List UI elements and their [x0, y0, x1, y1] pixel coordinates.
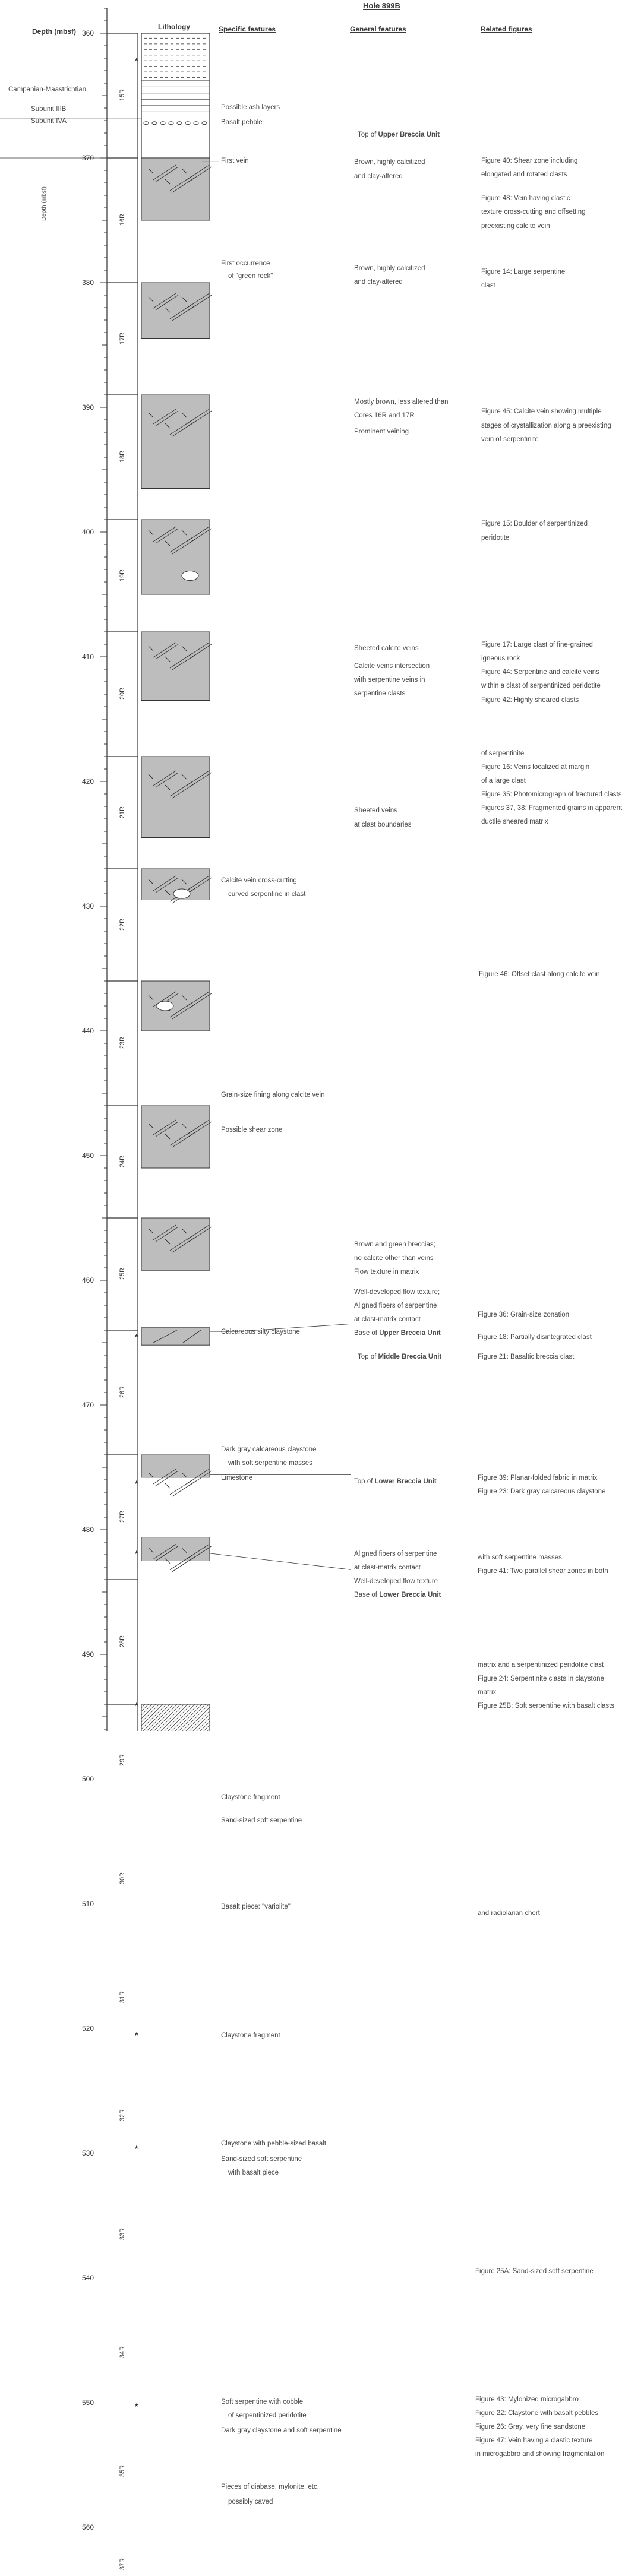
general-feature-text-prefix: Base of	[354, 1330, 380, 1337]
core-label: 25R	[119, 1267, 126, 1280]
general-feature-text-prefix: Aligned fibers of serpentine	[354, 1302, 437, 1310]
general-feature-text-prefix: no calcite other than veins	[354, 1255, 434, 1262]
related-figure-text: Figure 42: Highly sheared clasts	[481, 696, 579, 704]
related-figure-text: Figure 25A: Sand-sized soft serpentine	[475, 2267, 594, 2275]
subunit-iva-label: Subunit IVA	[31, 118, 67, 125]
general-feature-text-prefix: Prominent veining	[354, 428, 409, 435]
related-figure-text: Figure 16: Veins localized at margin	[481, 763, 590, 771]
general-feature-text-prefix: with serpentine veins in	[354, 676, 425, 683]
related-figure-text: and radiolarian chert	[478, 1909, 540, 1917]
depth-tick-label: 560	[81, 2523, 94, 2531]
related-figure-text: ductile sheared matrix	[481, 818, 548, 826]
general-feature-text-prefix: Base of	[354, 1591, 380, 1599]
general-feature-text-prefix: Aligned fibers of serpentine	[354, 1550, 437, 1558]
general-feature-text-prefix: Sheeted veins	[354, 807, 397, 815]
core-label: 31R	[119, 1990, 126, 2003]
related-figure-text: Figure 14: Large serpentine	[481, 268, 566, 276]
depth-tick-label: 530	[81, 2149, 94, 2157]
specific-feature-text: Claystone fragment	[221, 2031, 280, 2039]
general-feature-text-prefix: at clast-matrix contact	[354, 1316, 421, 1324]
general-feature-text-prefix: Cores 16R and 17R	[354, 412, 415, 419]
general-feature-text-prefix: Top of	[354, 1478, 375, 1486]
related-figure-text: Figure 48: Vein having clastic	[481, 195, 570, 202]
depth-tick-label: 470	[81, 1401, 94, 1409]
clast-dash	[165, 1483, 170, 1488]
related-figure-text: of serpentinite	[481, 749, 525, 757]
breccia-interval	[141, 520, 210, 594]
sample-asterisk: *	[135, 1331, 138, 1341]
related-figure-text: Figure 22: Claystone with basalt pebbles	[475, 2409, 599, 2417]
depth-header: Depth (mbsf)	[32, 27, 76, 36]
related-figure-text: Figure 23: Dark gray calcareous claystone	[478, 1488, 606, 1495]
depth-tick-label: 450	[81, 1151, 94, 1160]
general-feature-text-prefix: Sheeted calcite veins	[354, 645, 419, 653]
specific-feature-text: Possible shear zone	[221, 1126, 283, 1134]
specific-feature-text: with soft serpentine masses	[228, 1459, 312, 1467]
breccia-interval	[141, 395, 210, 489]
related-figure-text: within a clast of serpentinized peridotite	[481, 682, 601, 690]
sample-asterisk: *	[135, 2401, 138, 2412]
core-label: 21R	[119, 806, 126, 818]
depth-tick-label: 480	[81, 1526, 94, 1534]
sample-asterisk: *	[135, 1548, 138, 1558]
core-label: 34R	[119, 2346, 126, 2359]
breccia-interval	[141, 981, 210, 1031]
related-figure-text: in microgabbro and showing fragmentation	[475, 2451, 605, 2458]
related-figure-text: Figure 43: Mylonized microgabbro	[475, 2395, 579, 2403]
depth-tick-label: 400	[81, 528, 94, 536]
campanian-label: Campanian-Maastrichtian	[8, 86, 87, 93]
related-figure-text: Figure 39: Planar-folded fabric in matrix	[478, 1474, 598, 1482]
core-label: 15R	[119, 88, 126, 102]
depth-tick-label: 410	[81, 653, 94, 661]
specific-feature-text: Dark gray claystone and soft serpentine	[221, 2427, 342, 2435]
breccia-interval	[141, 1106, 210, 1168]
specific-feature-text: Calcite vein cross-cutting	[221, 877, 297, 884]
general-feature-text-prefix: Calcite veins intersection	[354, 662, 430, 670]
related-figure-text: with soft serpentine masses	[478, 1554, 562, 1562]
core-label: 20R	[119, 687, 126, 700]
general-feature-text-prefix: Flow texture in matrix	[354, 1268, 419, 1276]
depth-tick-label: 380	[81, 279, 94, 287]
clast	[182, 571, 198, 581]
related-figure-text: Figure 25B: Soft serpentine with basalt clasts	[478, 1702, 615, 1710]
specific-feature-text: of serpentinized peridotite	[228, 2412, 307, 2420]
general-feature-text-prefix: Top of	[358, 1353, 378, 1361]
related-figure-text: Figure 15: Boulder of serpentinized	[481, 520, 588, 528]
breccia-interval	[141, 632, 210, 701]
general-feature-text-prefix: Brown, highly calcitized	[354, 264, 425, 272]
specific-feature-text: Basalt piece: "variolite"	[221, 1903, 291, 1911]
breccia-interval	[141, 1455, 210, 1477]
related-figure-text: Figure 17: Large clast of fine-grained	[481, 641, 593, 649]
core-label: 28R	[119, 1635, 126, 1648]
specific-feature-text: Sand-sized soft serpentine	[221, 2155, 302, 2163]
general-feature-text-prefix: Well-developed flow texture	[354, 1578, 438, 1586]
general-feature-text-unit-name: Upper Breccia Unit	[379, 1330, 441, 1337]
related-figure-text: Figure 41: Two parallel shear zones in both	[478, 1568, 608, 1575]
core-label: 27R	[119, 1510, 126, 1523]
specific-feature-text: Claystone with pebble-sized basalt	[221, 2140, 327, 2148]
core-label: 17R	[119, 332, 126, 344]
depth-tick-label: 420	[81, 777, 94, 786]
related-figure-text: matrix	[478, 1689, 497, 1697]
related-figure-text: Figure 26: Gray, very fine sandstone	[475, 2423, 586, 2431]
general-feature-text-prefix: Top of	[358, 131, 378, 139]
related-figure-text: texture cross-cutting and offsetting	[481, 208, 586, 216]
specific-feature-text: with basalt piece	[228, 2169, 279, 2176]
related-figure-text: Figure 44: Serpentine and calcite veins	[481, 669, 599, 676]
breccia-interval	[141, 757, 210, 838]
related-figure-text: igneous rock	[481, 655, 520, 663]
related-figures-header: Related figures	[481, 25, 532, 33]
core-label: 32R	[119, 2109, 126, 2122]
clast	[173, 889, 190, 898]
specific-feature-text: Pieces of diabase, mylonite, etc.,	[221, 2483, 321, 2490]
general-feature-text-prefix: and clay-altered	[354, 172, 403, 180]
related-figure-text: stages of crystallization along a preexisting	[481, 422, 611, 429]
general-feature-text-prefix: Mostly brown, less altered than	[354, 398, 449, 406]
specific-feature-text: Dark gray calcareous claystone	[221, 1445, 317, 1453]
core-label: 24R	[119, 1155, 126, 1167]
clast	[157, 1001, 173, 1011]
specific-feature-text: Calcareous silty claystone	[221, 1328, 300, 1336]
related-figure-text: Figure 21: Basaltic breccia clast	[478, 1353, 575, 1361]
related-figure-text: Figure 40: Shear zone including	[481, 157, 578, 165]
general-feature-text-unit-name: Lower Breccia Unit	[379, 1591, 441, 1599]
specific-features-header: Specific features	[219, 25, 276, 33]
core-label: 37R	[119, 2558, 126, 2571]
subunit-iiib-label: Subunit IIIB	[31, 106, 67, 113]
breccia-interval	[141, 1537, 210, 1561]
related-figure-text: Figure 47: Vein having a clastic texture	[475, 2437, 593, 2445]
lithology-header: Lithology	[158, 23, 190, 31]
core-label: 19R	[119, 569, 126, 581]
leader-line	[210, 1553, 351, 1569]
leader-line	[238, 1324, 351, 1332]
core-label: 33R	[119, 2227, 126, 2240]
related-figure-text: Figure 24: Serpentinite clasts in claystone	[478, 1675, 604, 1682]
related-figure-text: clast	[481, 282, 495, 290]
specific-feature-text: Limestone	[221, 1474, 253, 1482]
related-figure-text: preexisting calcite vein	[481, 222, 550, 230]
sample-asterisk: *	[135, 1479, 138, 1489]
breccia-interval	[141, 283, 210, 339]
sample-asterisk: *	[135, 56, 138, 66]
sample-asterisk: *	[135, 1701, 138, 1711]
depth-tick-label: 430	[81, 902, 94, 910]
general-feature-text-prefix: Well-developed flow texture;	[354, 1289, 440, 1296]
general-feature-text-unit-name: Middle Breccia Unit	[378, 1353, 442, 1361]
general-feature-text-prefix: Brown and green breccias;	[354, 1241, 435, 1249]
general-feature-text-prefix: at clast-matrix contact	[354, 1564, 421, 1572]
specific-feature-text: possibly caved	[228, 2498, 273, 2505]
specific-feature-text: of "green rock"	[228, 272, 273, 280]
depth-tick-label: 490	[81, 1650, 94, 1659]
sediment-box	[141, 33, 210, 158]
depth-axis-side-label: Depth (mbsf)	[41, 186, 48, 221]
related-figure-text: vein of serpentinite	[481, 435, 539, 443]
specific-feature-text: First vein	[221, 157, 249, 165]
core-label: 16R	[119, 213, 126, 226]
depth-tick-label: 500	[81, 1775, 94, 1783]
sample-asterisk: *	[135, 2143, 138, 2153]
core-label: 18R	[119, 450, 126, 463]
specific-feature-text: Soft serpentine with cobble	[221, 2398, 304, 2406]
depth-tick-label: 360	[81, 29, 94, 37]
depth-tick-label: 510	[81, 1900, 94, 1908]
general-feature-text-prefix: Brown, highly calcitized	[354, 159, 425, 166]
specific-feature-text: curved serpentine in clast	[228, 891, 306, 898]
core-label: 35R	[119, 2464, 126, 2477]
depth-tick-label: 390	[81, 403, 94, 412]
core-label: 22R	[119, 918, 126, 931]
related-figure-text: matrix and a serpentinized peridotite clast	[478, 1661, 604, 1669]
specific-feature-text: Claystone fragment	[221, 1793, 280, 1801]
related-figure-text: Figure 36: Grain-size zonation	[478, 1311, 570, 1318]
related-figure-text: Figure 45: Calcite vein showing multiple	[481, 408, 602, 416]
depth-tick-label: 440	[81, 1027, 94, 1035]
related-figure-text: Figure 46: Offset clast along calcite vein	[479, 970, 600, 978]
general-feature-text-unit-name: Upper Breccia Unit	[378, 131, 440, 139]
figure-title: Hole 899B	[363, 1, 400, 10]
depth-tick-label: 540	[81, 2274, 94, 2282]
core-label: 29R	[119, 1754, 126, 1766]
specific-feature-text: Sand-sized soft serpentine	[221, 1817, 302, 1825]
related-figure-text: of a large clast	[481, 777, 526, 784]
breccia-interval	[141, 158, 210, 220]
core-label: 30R	[119, 1872, 126, 1885]
specific-feature-text: Basalt pebble	[221, 119, 263, 126]
specific-feature-text: First occurrence	[221, 260, 270, 267]
breccia-interval	[141, 1218, 210, 1270]
core-label: 23R	[119, 1036, 126, 1049]
related-figure-text: peridotite	[481, 534, 510, 542]
depth-tick-label: 520	[81, 2024, 94, 2033]
general-feature-text-prefix: serpentine clasts	[354, 690, 406, 697]
general-feature-text-prefix: and clay-altered	[354, 279, 403, 286]
general-feature-text-unit-name: Lower Breccia Unit	[374, 1478, 437, 1486]
related-figure-text: elongated and rotated clasts	[481, 171, 567, 179]
depth-tick-label: 370	[81, 154, 94, 162]
specific-feature-text: Grain-size fining along calcite vein	[221, 1091, 325, 1099]
related-figure-text: Figures 37, 38: Fragmented grains in apparent	[481, 805, 623, 812]
specific-feature-text: Possible ash layers	[221, 104, 280, 111]
general-features-header: General features	[350, 25, 406, 33]
related-figure-text: Figure 18: Partially disintegrated clast	[478, 1333, 592, 1341]
general-feature-text-prefix: at clast boundaries	[354, 821, 412, 828]
depth-tick-label: 460	[81, 1276, 94, 1284]
breccia-interval	[141, 1328, 210, 1345]
related-figure-text: Figure 35: Photomicrograph of fractured clasts	[481, 791, 622, 799]
core-label: 26R	[119, 1385, 126, 1398]
depth-tick-label: 550	[81, 2398, 94, 2407]
sample-asterisk: *	[135, 2030, 138, 2040]
